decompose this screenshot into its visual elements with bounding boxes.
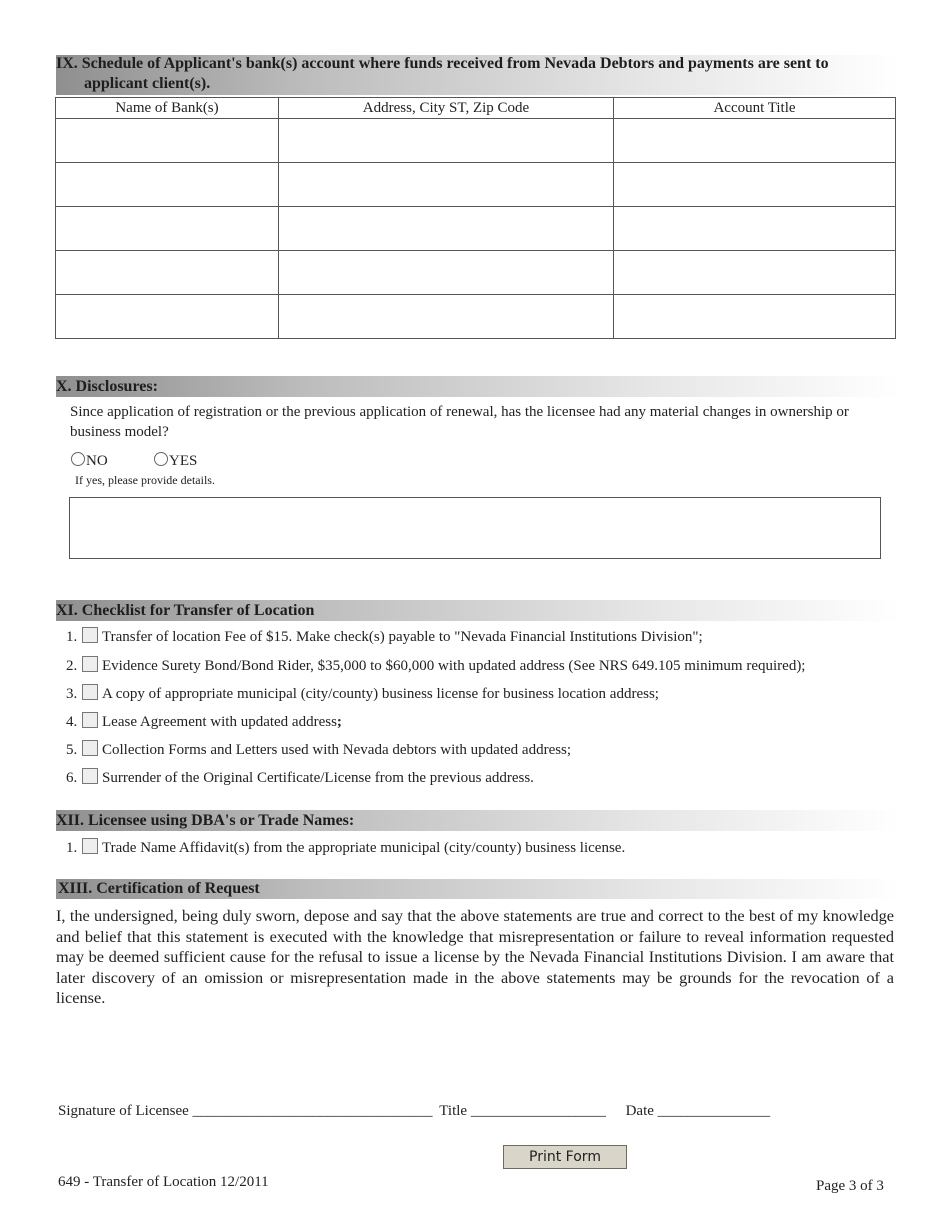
radio-yes-circle[interactable] [154,452,168,466]
checklist-item [66,768,534,788]
table-row [56,251,896,295]
section-ix-title-line2: applicant client(s). [84,75,211,92]
section-x-title: X. Disclosures: [56,378,158,395]
section-xiii-title: XIII. Certification of Request [58,880,260,897]
checklist-item [66,656,805,676]
item-number: 4. [66,714,78,730]
address-cell[interactable] [279,207,614,251]
checkbox[interactable] [82,768,98,784]
checkbox[interactable] [82,740,98,756]
checkbox[interactable] [82,684,98,700]
address-cell[interactable] [279,119,614,163]
column-header-account-title: Account Title [614,98,896,119]
item-text: Evidence Surety Bond/Bond Rider, $35,000 to $60,000 with updated address (See NRS 649.105 minimum required); [102,658,806,674]
bank-name-cell[interactable] [56,251,279,295]
checklist-item [66,838,625,858]
section-xii-header [56,810,901,831]
item-text: Surrender of the Original Certificate/License from the previous address. [102,770,534,786]
section-x-header [56,376,901,397]
item-number: 1. [66,629,78,645]
bank-name-cell[interactable] [56,295,279,339]
date-label: Date [625,1103,654,1119]
address-cell[interactable] [279,295,614,339]
item-number: 1. [66,840,78,856]
column-header-bank-name: Name of Bank(s) [56,98,279,119]
item-text: Lease Agreement with updated address [102,714,337,730]
bank-name-cell[interactable] [56,163,279,207]
address-cell[interactable] [279,163,614,207]
page-number: Page 3 of 3 [816,1178,884,1194]
section-xiii-header [56,879,901,899]
item-text: Collection Forms and Letters used with Nevada debtors with updated address; [102,742,572,758]
title-field[interactable]: __________________ [470,1103,606,1119]
details-hint: If yes, please provide details. [75,473,215,487]
item-number: 2. [66,658,78,674]
table-header-row [56,98,896,119]
title-label: Title [439,1103,468,1119]
bank-accounts-table [55,97,896,339]
section-xi-header [56,600,901,621]
radio-yes-label: YES [169,453,198,469]
signature-label: Signature of Licensee [58,1103,189,1119]
table-row [56,119,896,163]
table-row [56,207,896,251]
account-title-cell[interactable] [614,295,896,339]
section-xii-title: XII. Licensee using DBA's or Trade Names: [56,812,355,829]
checklist-item [66,712,342,732]
item-number: 3. [66,686,78,702]
item-text: Transfer of location Fee of $15. Make check(s) payable to "Nevada Financial Institutions Division"; [102,629,703,645]
radio-no-circle[interactable] [71,452,85,466]
address-cell[interactable] [279,251,614,295]
checkbox[interactable] [82,838,98,854]
print-form-button[interactable]: Print Form [503,1145,627,1169]
details-textarea[interactable] [69,497,881,559]
bank-name-cell[interactable] [56,119,279,163]
radio-option-yes[interactable] [154,452,197,470]
radio-option-no[interactable] [71,452,108,470]
column-header-address: Address, City ST, Zip Code [279,98,614,119]
item-text: Trade Name Affidavit(s) from the appropriate municipal (city/county) business license. [102,840,626,856]
form-id-footer: 649 - Transfer of Location 12/2011 [58,1174,269,1190]
certification-text: I, the undersigned, being duly sworn, depose and say that the above statements are true and correct to the best of my knowledge and belief that this statement is executed with the knowledge that misrepresentation or failure to reveal information requested may be deemed sufficient cause for the refusal to issue a license by the Nevada Financial Institutions Division. I am aware that later discovery of an omission or misrepresentation made in the above statements may be grounds for the revocation of a license. [56,906,894,1007]
checkbox[interactable] [82,627,98,643]
account-title-cell[interactable] [614,119,896,163]
checklist-item [66,740,571,760]
item-number: 6. [66,770,78,786]
table-row [56,163,896,207]
section-xi-title: XI. Checklist for Transfer of Location [56,602,315,619]
signature-row [58,1103,770,1120]
bank-name-cell[interactable] [56,207,279,251]
section-ix-header [56,55,901,95]
account-title-cell[interactable] [614,207,896,251]
checkbox[interactable] [82,712,98,728]
account-title-cell[interactable] [614,251,896,295]
signature-field[interactable]: ________________________________ [192,1103,433,1119]
item-text-suffix: ; [336,714,342,730]
radio-no-label: NO [86,453,108,469]
item-text: A copy of appropriate municipal (city/county) business license for business location address; [102,686,659,702]
checkbox[interactable] [82,656,98,672]
item-number: 5. [66,742,78,758]
checklist-item [66,627,703,647]
section-ix-title-line1: IX. Schedule of Applicant's bank(s) account where funds received from Nevada Debtors and payments are sent to [56,55,829,72]
checklist-item [66,684,659,704]
date-field[interactable]: _______________ [657,1103,771,1119]
account-title-cell[interactable] [614,163,896,207]
table-row [56,295,896,339]
disclosure-question: Since application of registration or the previous application of renewal, has the licensee had any material changes in ownership or business model? [70,404,849,440]
